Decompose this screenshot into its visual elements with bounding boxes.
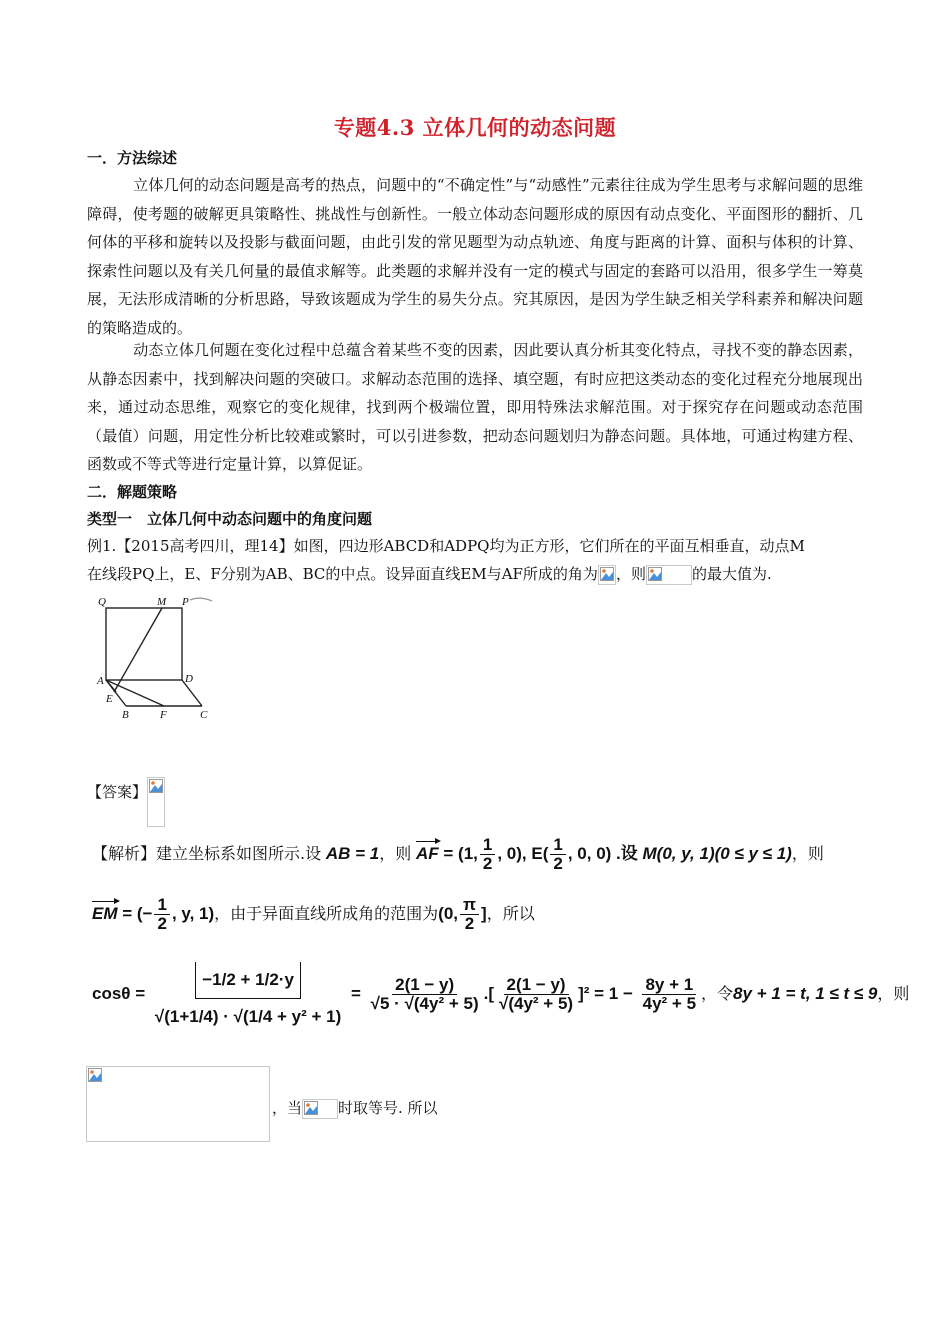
solution-line1 xyxy=(92,836,824,873)
solution-text-2: ，则 xyxy=(379,843,412,863)
solution-text-5: ，所以 xyxy=(486,903,535,923)
segment-af xyxy=(106,680,164,706)
denominator: √5 · √(4y² + 5) xyxy=(370,994,479,1013)
solution-text-6: ，令 xyxy=(701,983,734,1003)
label-b: B xyxy=(122,709,129,721)
denominator: 2 xyxy=(157,914,167,933)
example1-line2-c: 的最大值为. xyxy=(691,565,772,583)
solution-text-1: 建立坐标系如图所示.设 xyxy=(156,843,322,863)
answer-line xyxy=(87,777,165,827)
denominator: 2 xyxy=(464,914,475,933)
solution-text-3: ，则 xyxy=(791,843,824,863)
denominator: 4y² + 5 xyxy=(642,994,697,1013)
label-d: D xyxy=(185,673,193,685)
eq-af: = (1, xyxy=(443,843,478,863)
cos-theta: cosθ = xyxy=(92,983,146,1003)
paragraph-strategy-text: 动态立体几何题在变化过程中总蕴含着某些不变的因素，因此要认真分析其变化特点，寻找不变的静态因素，从静态因素中，找到解决问题的突破口。求解动态范围的选择、填空题，有时应把这类动态的变化过程充分地展现出来，通过动态思维，观察它的变化规律，找到两个极端位置，即用特殊法求解范围。对于探究存在问题或动态范围（最值）问题，用定性分析比较难或繁时，可以引进参数，把动态问题划归为静态问题。具体地，可通过构建方程、函数或不等式等进行定量计算，以算促证。 xyxy=(87,341,863,473)
denominator: √(1+1/4) · √(1/4 + y² + 1) xyxy=(154,1007,342,1026)
missing-image-placeholder xyxy=(147,777,165,827)
broken-image-icon xyxy=(600,567,614,581)
vector-af: AF xyxy=(415,843,439,863)
numerator: 2(1 − y) xyxy=(504,976,569,995)
paragraph-strategy xyxy=(87,336,863,479)
fraction-eq4 xyxy=(640,976,699,1013)
label-q: Q xyxy=(98,596,106,608)
solution-label: 【解析】 xyxy=(92,843,157,863)
paragraph-overview xyxy=(87,171,863,342)
page-title: 专题4.3 立体几何的动态问题 xyxy=(333,115,617,140)
substitution: 8y + 1 = t, 1 ≤ t ≤ 9 xyxy=(733,983,878,1003)
square-adpq xyxy=(106,608,182,680)
solution-text-7: ，则 xyxy=(877,983,910,1003)
denominator: √(4y² + 5) xyxy=(499,994,574,1013)
label-c: C xyxy=(200,709,208,721)
solution-text-4: ，由于异面直线所成角的范围为 xyxy=(214,903,439,923)
numerator: 1 xyxy=(154,896,169,915)
numerator: 1 xyxy=(550,836,565,855)
label-m: M xyxy=(157,596,167,608)
solution-text-equality: 时取等号. 所以 xyxy=(338,1099,438,1117)
label-a: A xyxy=(97,675,104,687)
eq-e-tail: , 0, 0) .设 xyxy=(567,843,638,863)
eq-af-tail: , 0), E( xyxy=(497,843,549,863)
broken-image-icon xyxy=(88,1068,102,1082)
eq-em: = (− xyxy=(122,903,153,923)
eq-m: M(0, y, 1)(0 ≤ y ≤ 1) xyxy=(642,843,792,863)
solution-text-when: ，当 xyxy=(272,1099,303,1117)
solution-last-line xyxy=(272,1097,438,1119)
broken-image-icon xyxy=(304,1101,318,1115)
missing-image-placeholder-large xyxy=(86,1066,270,1142)
eq-ab: AB = 1 xyxy=(325,843,380,863)
missing-image-placeholder xyxy=(302,1099,338,1119)
fraction-eq2 xyxy=(368,976,482,1013)
vector-em: EM xyxy=(92,903,118,923)
missing-image-placeholder xyxy=(598,565,616,585)
broken-image-icon xyxy=(648,567,662,581)
solution-line3 xyxy=(92,962,909,1027)
fraction-pi-half xyxy=(460,896,479,933)
label-e: E xyxy=(106,693,113,705)
paragraph-overview-text: 立体几何的动态问题是高考的热点，问题中的“不确定性”与“动感性”元素往往成为学生思考与求解问题的思维障碍，使考题的破解更具策略性、挑战性与创新性。一般立体动态问题形成的原因有动点变化、平面图形的翻折、几何体的平移和旋转以及投影与截面问题，由此引发的常见题型为动点轨迹、角度与距离的计算、面积与体积的计算、探索性问题以及有关几何量的最值求解等。此类题的求解并没有一定的模式与固定的套路可以沿用，很多学生一筹莫展，无法形成清晰的分析思路，导致该题成为学生的易失分点。究其原因，是因为学生缺乏相关学科素养和解决问题的策略造成的。 xyxy=(87,176,863,337)
example1-line2-a: 在线段PQ上，E、F分别为AB、BC的中点。设异面直线EM与AF所成的角为 xyxy=(87,565,598,583)
label-f: F xyxy=(160,709,167,721)
denominator: 2 xyxy=(482,854,493,873)
numerator: 8y + 1 xyxy=(642,976,696,995)
solution-line2 xyxy=(92,896,535,933)
missing-image-placeholder xyxy=(646,565,692,585)
answer-label: 【答案】 xyxy=(87,783,148,801)
denominator: 2 xyxy=(553,854,563,873)
range-close: ] xyxy=(481,903,487,923)
example1-line2 xyxy=(87,563,772,585)
fraction-half xyxy=(154,896,169,933)
bracket-open: .[ xyxy=(483,983,495,1003)
section-heading-strategy: 二．解题策略 xyxy=(87,483,178,501)
fraction-half xyxy=(480,836,495,873)
eq-em-tail: , y, 1) xyxy=(171,903,215,923)
example1-line2-b: ，则 xyxy=(615,565,646,583)
numerator: π xyxy=(460,896,479,915)
geometry-figure xyxy=(92,594,218,722)
numerator: 2(1 − y) xyxy=(392,976,457,995)
scan-mark xyxy=(190,598,212,601)
equals: = xyxy=(351,983,361,1003)
section-heading-method: 一．方法综述 xyxy=(87,149,178,167)
fraction-cos xyxy=(152,962,344,1027)
numerator: −1/2 + 1/2·y xyxy=(195,962,301,999)
label-p: P xyxy=(182,596,189,608)
example1-line1: 例1.【2015高考四川，理14】如图，四边形ABCD和ADPQ均为正方形，它们所在的平面互相垂直，动点M xyxy=(87,537,805,555)
broken-image-icon xyxy=(149,779,163,793)
numerator: 1 xyxy=(480,836,495,855)
range-open: (0, xyxy=(438,903,459,923)
fraction-eq3 xyxy=(496,976,576,1013)
squared-eq: ]² = 1 − xyxy=(578,983,633,1003)
fraction-half xyxy=(550,836,565,873)
type1-heading: 类型一 立体几何中动态问题中的角度问题 xyxy=(87,510,373,528)
